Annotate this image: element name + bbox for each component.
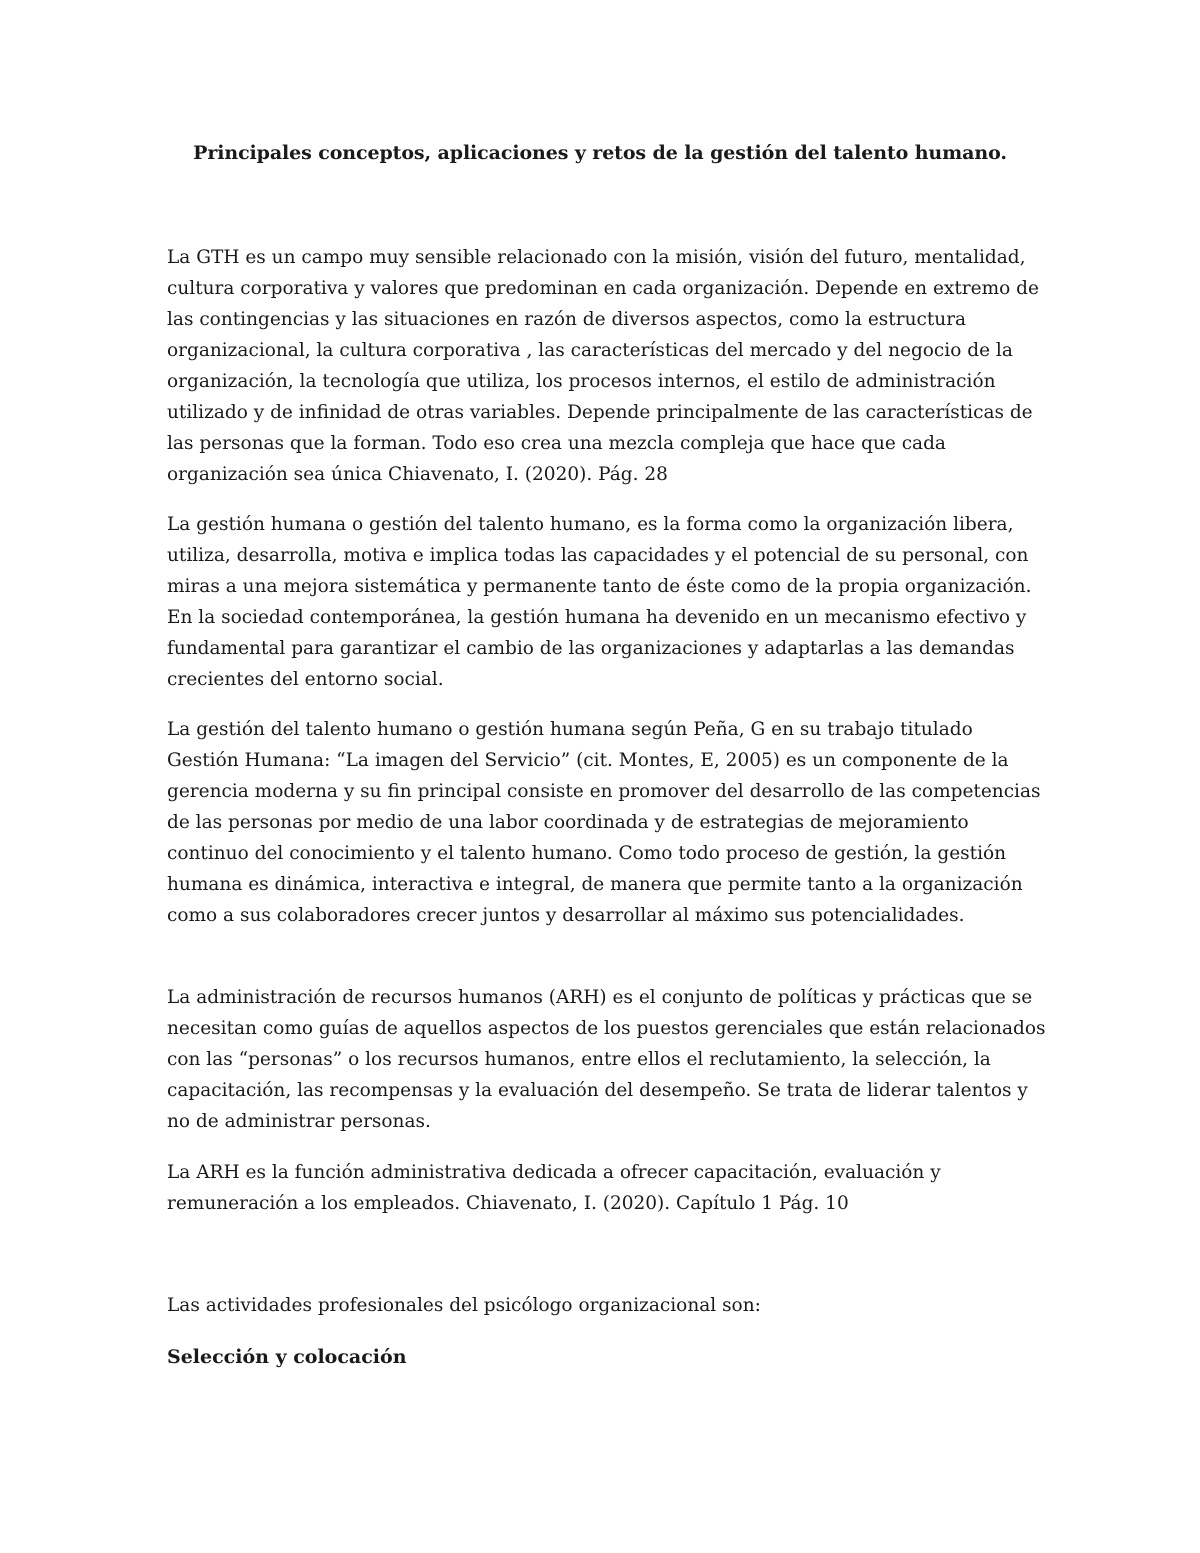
paragraph-actividades-intro: Las actividades profesionales del psicólogo organizacional son: <box>167 1295 761 1316</box>
paragraph-gth-definition: La GTH es un campo muy sensible relacionado con la misión, visión del futuro, mentalidad, cultura corporativa y valores que predominan en cada organización. Depende en extremo de las contingencias y las situaciones en razón de diversos aspectos, como la estructura organizacional, la cultura corporativa , las características del mercado y del negocio de la organización, la tecnología que utiliza, los procesos internos, el estilo de administración utilizado y de infinidad de otras variables. Depende principalmente de las características de las personas que la forman. Todo eso crea una mezcla compleja que hace que cada organización sea única Chiavenato, I. (2020). Pág. 28 <box>167 247 1039 485</box>
paragraph-gestion-humana: La gestión humana o gestión del talento humano, es la forma como la organización libera, utiliza, desarrolla, motiva e implica todas las capacidades y el potencial de su personal, con miras a una mejora sistemática y permanente tanto de éste como de la propia organización. En la sociedad contemporánea, la gestión humana ha devenido en un mecanismo efectivo y fundamental para garantizar el cambio de las organizaciones y adaptarlas a las demandas crecientes del entorno social. <box>167 514 1032 690</box>
paragraph-arh-definition: La administración de recursos humanos (ARH) es el conjunto de políticas y prácticas que se necesitan como guías de aquellos aspectos de los puestos gerenciales que están relacionados con las “personas” o los recursos humanos, entre ellos el reclutamiento, la selección, la capacitación, las recompensas y la evaluación del desempeño. Se trata de liderar talentos y no de administrar personas. <box>167 987 1046 1132</box>
paragraph-arh-funcion: La ARH es la función administrativa dedicada a ofrecer capacitación, evaluación y remuneración a los empleados. Chiavenato, I. (2020). Capítulo 1 Pág. 10 <box>167 1162 941 1214</box>
paragraph-pena-montes: La gestión del talento humano o gestión humana según Peña, G en su trabajo titulado Gestión Humana: “La imagen del Servicio” (cit. Montes, E, 2005) es un componente de la gerencia moderna y su fin principal consiste en promover del desarrollo de las competencias de las personas por medio de una labor coordinada y de estrategias de mejoramiento continuo del conocimiento y el talento humano. Como todo proceso de gestión, la gestión humana es dinámica, interactiva e integral, de manera que permite tanto a la organización como a sus colaboradores crecer juntos y desarrollar al máximo sus potencialidades. <box>167 719 1041 926</box>
document-title: Principales conceptos, aplicaciones y retos de la gestión del talento humano. <box>193 142 1007 164</box>
section-heading: Selección y colocación <box>167 1346 407 1368</box>
